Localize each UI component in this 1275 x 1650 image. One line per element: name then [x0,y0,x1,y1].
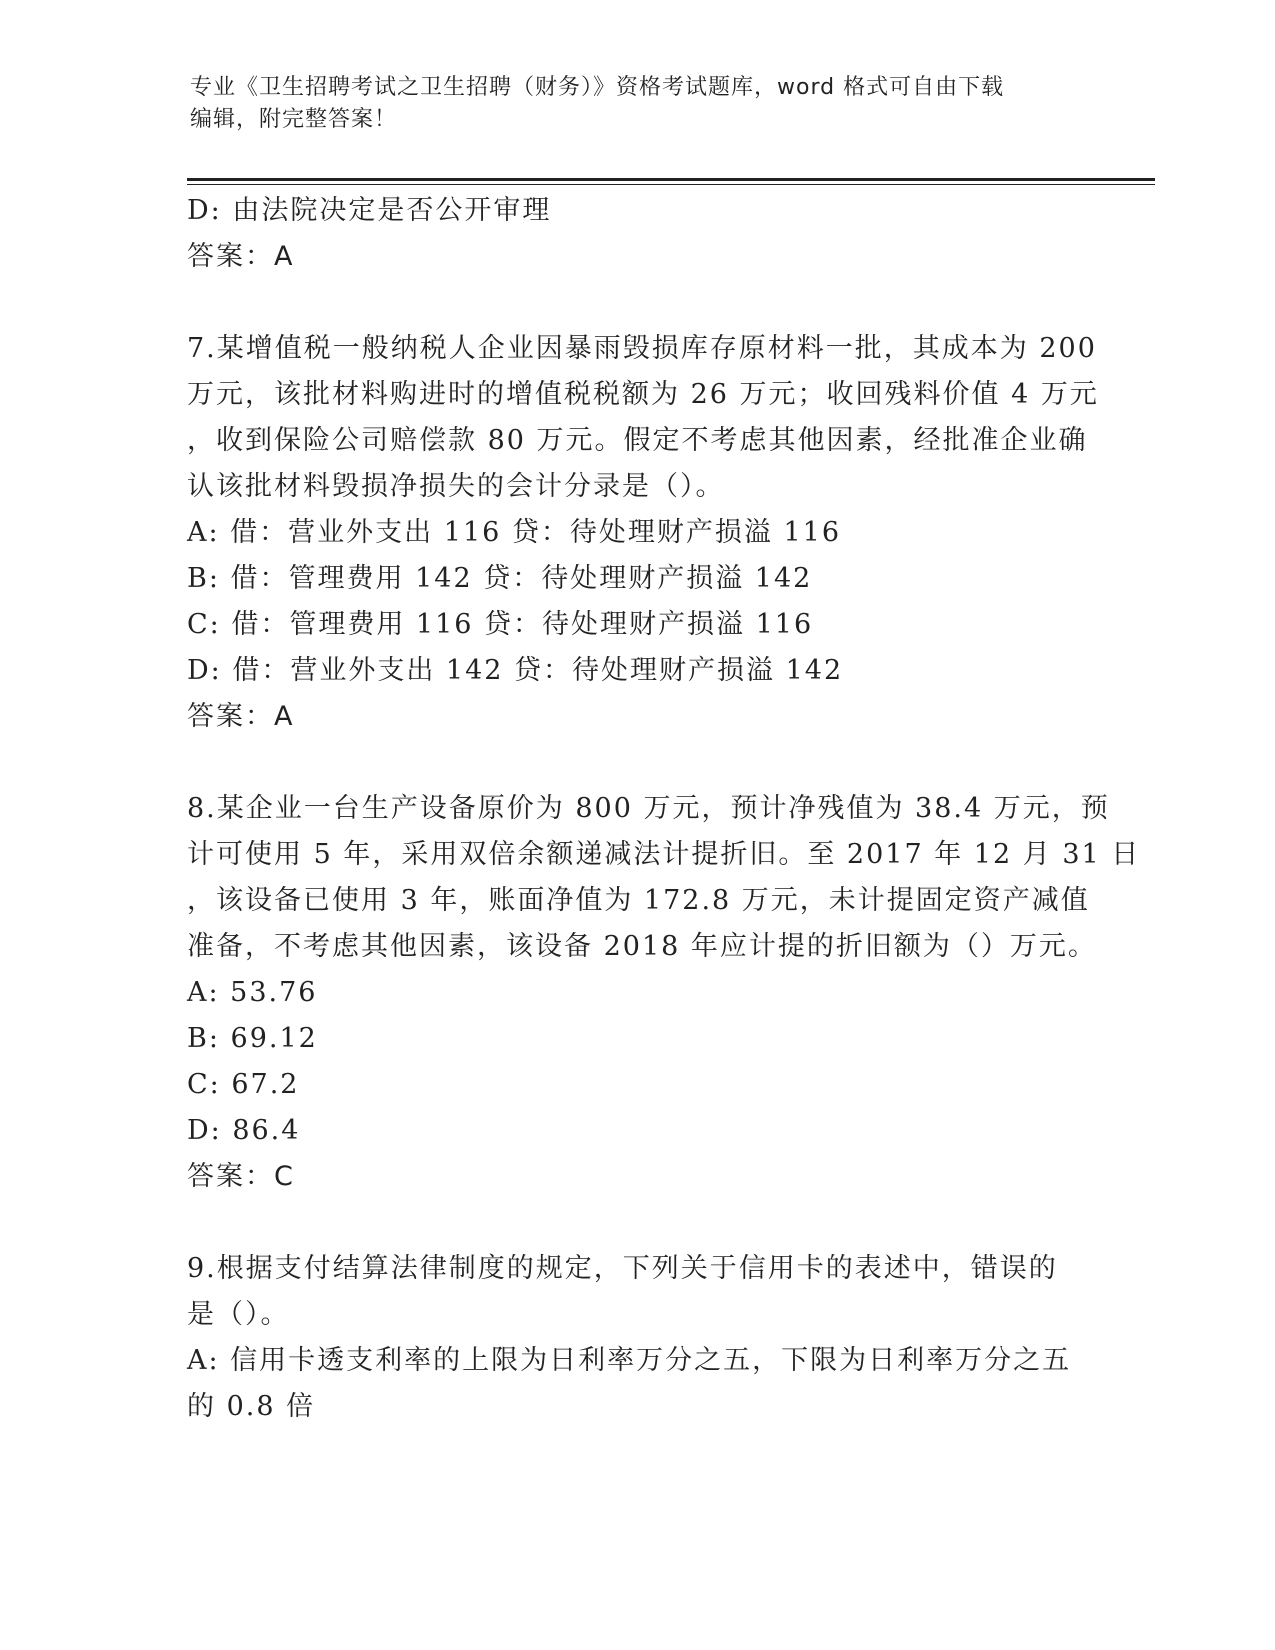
previous-question-tail [187,188,1087,280]
option-c: C: 67.2 [187,1069,300,1100]
answer: 答案：C [187,1161,295,1192]
option-b: B: 借：管理费用 142 贷：待处理财产损溢 142 [187,563,813,594]
option-a: A: 借：营业外支出 116 贷：待处理财产损溢 116 [187,517,841,548]
option-a-continued: 的 0.8 倍 [187,1391,316,1422]
question-text-line: 7.某增值税一般纳税人企业因暴雨毁损库存原材料一批，其成本为 200 [187,333,1097,364]
option-b: B: 69.12 [187,1023,318,1054]
option-d: D: 由法院决定是否公开审理 [187,195,552,226]
header-line-2: 编辑，附完整答案！ [190,107,398,132]
question-text-line: 万元，该批材料购进时的增值税税额为 26 万元；收回残料价值 4 万元 [187,379,1099,410]
spacer [187,1200,1087,1246]
document-header [190,72,1090,136]
question-text-line: 9.根据支付结算法律制度的规定，下列关于信用卡的表述中，错误的 [187,1253,1058,1284]
answer: 答案：A [187,241,295,272]
document-body [187,188,1141,1430]
question-9 [187,1246,1087,1430]
option-d: D: 借：营业外支出 142 贷：待处理财产损溢 142 [187,655,844,686]
question-text-line: 8.某企业一台生产设备原价为 800 万元，预计净残值为 38.4 万元，预 [187,793,1110,824]
question-text-line: ，收到保险公司赔偿款 80 万元。假定不考虑其他因素，经批准企业确 [187,425,1088,456]
question-text-line: 认该批材料毁损净损失的会计分录是（）。 [187,471,725,502]
option-d: D: 86.4 [187,1115,301,1146]
question-text-line: ，该设备已使用 3 年，账面净值为 172.8 万元，未计提固定资产减值 [187,885,1090,916]
question-text-line: 是（）。 [187,1299,290,1330]
answer: 答案：A [187,701,295,732]
option-a: A: 信用卡透支利率的上限为日利率万分之五，下限为日利率万分之五 [187,1345,1072,1376]
question-text-line: 计可使用 5 年，采用双倍余额递减法计提折旧。至 2017 年 12 月 31 日 [187,839,1141,870]
spacer [187,280,1087,326]
question-text-line: 准备，不考虑其他因素，该设备 2018 年应计提的折旧额为（）万元。 [187,931,1097,962]
option-c: C: 借：管理费用 116 贷：待处理财产损溢 116 [187,609,814,640]
question-7 [187,326,1099,740]
spacer [187,740,1087,786]
question-8 [187,786,1141,1200]
header-line-1: 专业《卫生招聘考试之卫生招聘（财务）》资格考试题库，word 格式可自由下载 [190,75,1005,100]
option-a: A: 53.76 [187,977,318,1008]
header-divider-thick [187,178,1155,181]
header-divider-thin [187,184,1155,185]
